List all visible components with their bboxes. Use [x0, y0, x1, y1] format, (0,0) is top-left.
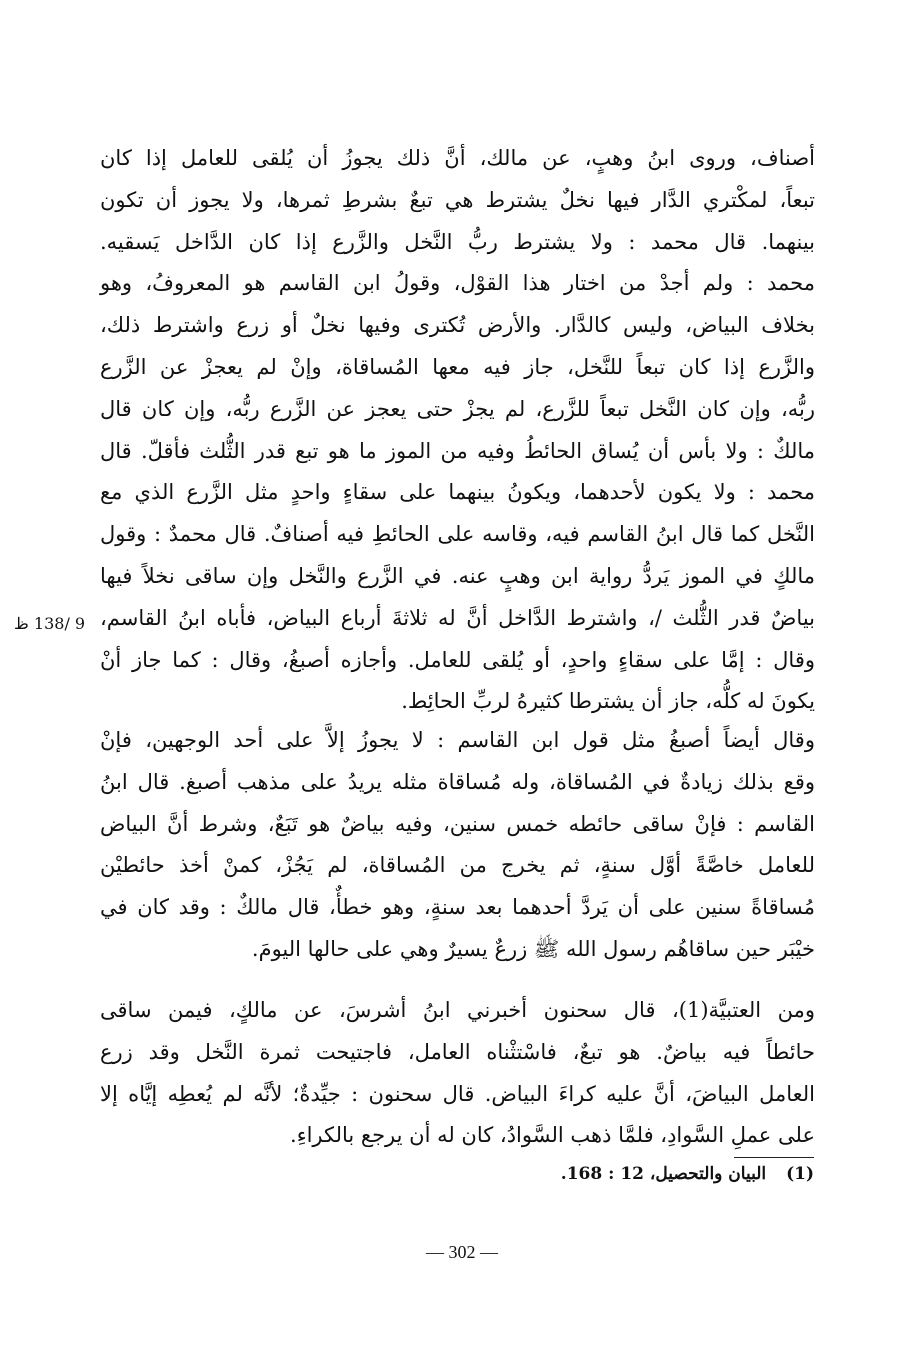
text-line: محمد : ولا يكون لأحدهما، ويكونُ بينهما على سقاءٍ واحدٍ مثل الزَّرع الذي مع — [100, 480, 815, 505]
text-line: مالكٍ في الموز يَردُّ رواية ابن وهبٍ عنه. في الزَّرع والنَّخل وإن ساقى نخلاً فيها — [100, 563, 815, 588]
text-line: ربُّه، وإن كان النَّخل تبعاً للزَّرع، لم يجزْ حتى يعجز عن الزَّرع ربُّه، وإن كان قال — [100, 396, 815, 421]
paragraph-3 — [100, 990, 815, 1157]
text-line: والزَّرع إذا كان تبعاً للنَّخل، جاز فيه معها المُساقاة، وإنْ لم يعجزْ عن الزَّرع — [100, 354, 815, 379]
footnote-text: البيان والتحصيل، 12 : 168. — [560, 1164, 767, 1184]
text-line: أصناف، وروى ابنُ وهبٍ، عن مالك، أنَّ ذلك يجوزُ أن يُلقى للعامل إذا كان — [100, 146, 815, 170]
text-line: للعامل خاصَّةً أوَّل سنةٍ، ثم يخرج من المُساقاة، لم يَجُزْ، كمنْ أخذ حائطيْن — [100, 853, 815, 878]
footnote-number: (1) — [786, 1164, 814, 1184]
text-line: مالكٌ : ولا بأس أن يُساق الحائطُ وفيه من الموز ما هو تبع قدر الثُّلث فأقلّ. قال — [100, 438, 815, 463]
text-line: يكونَ له كلُّه، جاز أن يشترطا كثيرهُ لربِّ الحائِط. — [401, 689, 815, 714]
text-line: حائطاً فيه بياضٌ. هو تبعٌ، فاسْتثْناه العامل، فاجتيحت ثمرة النَّخل وقد زرع — [100, 1039, 815, 1064]
text-line: وقال أيضاً أصبغُ مثل قول ابن القاسم : لا يجوزُ إلاَّ على أحد الوجهين، فإنْ — [100, 728, 815, 752]
text-line: تبعاً، لمكْتري الدَّار فيها نخلٌ يشترط هي تبعٌ بشرطِ ثمرها، ولا يجوز أن تكون — [100, 187, 815, 212]
text-line: على عملِ السَّوادِ، فلمَّا ذهب السَّوادُ، كان له أن يرجع بالكراءِ. — [290, 1123, 815, 1148]
footnote-divider — [734, 1157, 814, 1158]
text-line: خيْبَر حين ساقاهُم رسول الله ﷺ زرعٌ يسيرٌ وهي على حالها اليومَ. — [251, 936, 815, 961]
margin-folio-note: 9 /138 ظ — [14, 614, 86, 633]
paragraph-2 — [100, 720, 815, 971]
text-line: وقع بذلك زيادةٌ في المُساقاة، وله مُساقاة مثله يريدُ على مذهب أصبغ. قال ابنُ — [100, 769, 815, 794]
text-line: مُساقاةً سنين على أن يَردَّ أحدهما بعد سنةٍ، وهو خطأٌ، قال مالكٌ : وقد كان في — [100, 895, 815, 920]
text-line: القاسم : فإنْ ساقى حائطه خمس سنين، وفيه بياضٌ هو تَبَعٌ، وشرط أنَّ البياض — [100, 811, 815, 836]
text-line: بياضٌ قدر الثُّلث /، واشترط الدَّاخل أنَّ له ثلاثةَ أرباع البياض، فأباه ابنُ القاسم، — [100, 605, 815, 630]
text-line: محمد : ولم أجدْ من اختار هذا القوْل، وقولُ ابن القاسم هو المعروفُ، وهو — [100, 271, 815, 296]
page-number: — 302 — — [426, 1242, 498, 1262]
text-line: وقال : إمَّا على سقاءٍ واحدٍ، أو يُلقى للعامل. وأجازه أصبغُ، وقال : كما جاز أنْ — [100, 647, 815, 672]
text-line: بخلاف البياض، وليس كالدَّار. والأرض تُكترى وفيها نخلٌ أو زرع واشترط ذلك، — [100, 313, 815, 338]
text-line: بينهما. قال محمد : ولا يشترط ربُّ النَّخل والزَّرع إذا كان الدَّاخل يَسقيه. — [100, 229, 815, 254]
text-line: ومن العتبيَّة(1)، قال سحنون أخبرني ابنُ أشرسَ، عن مالكٍ، فيمن ساقى — [100, 998, 815, 1022]
footnote — [561, 1164, 814, 1184]
text-line: النَّخل كما قال ابنُ القاسم فيه، وقاسه على الحائطِ فيه أصنافٌ. قال محمدٌ : وقول — [100, 522, 815, 547]
paragraph-1 — [100, 138, 815, 723]
text-line: العامل البياضَ، أنَّ عليه كراءَ البياض. قال سحنون : جيِّدةٌ؛ لأنَّه لم يُعطِه إيَّاه إلا — [100, 1081, 815, 1106]
